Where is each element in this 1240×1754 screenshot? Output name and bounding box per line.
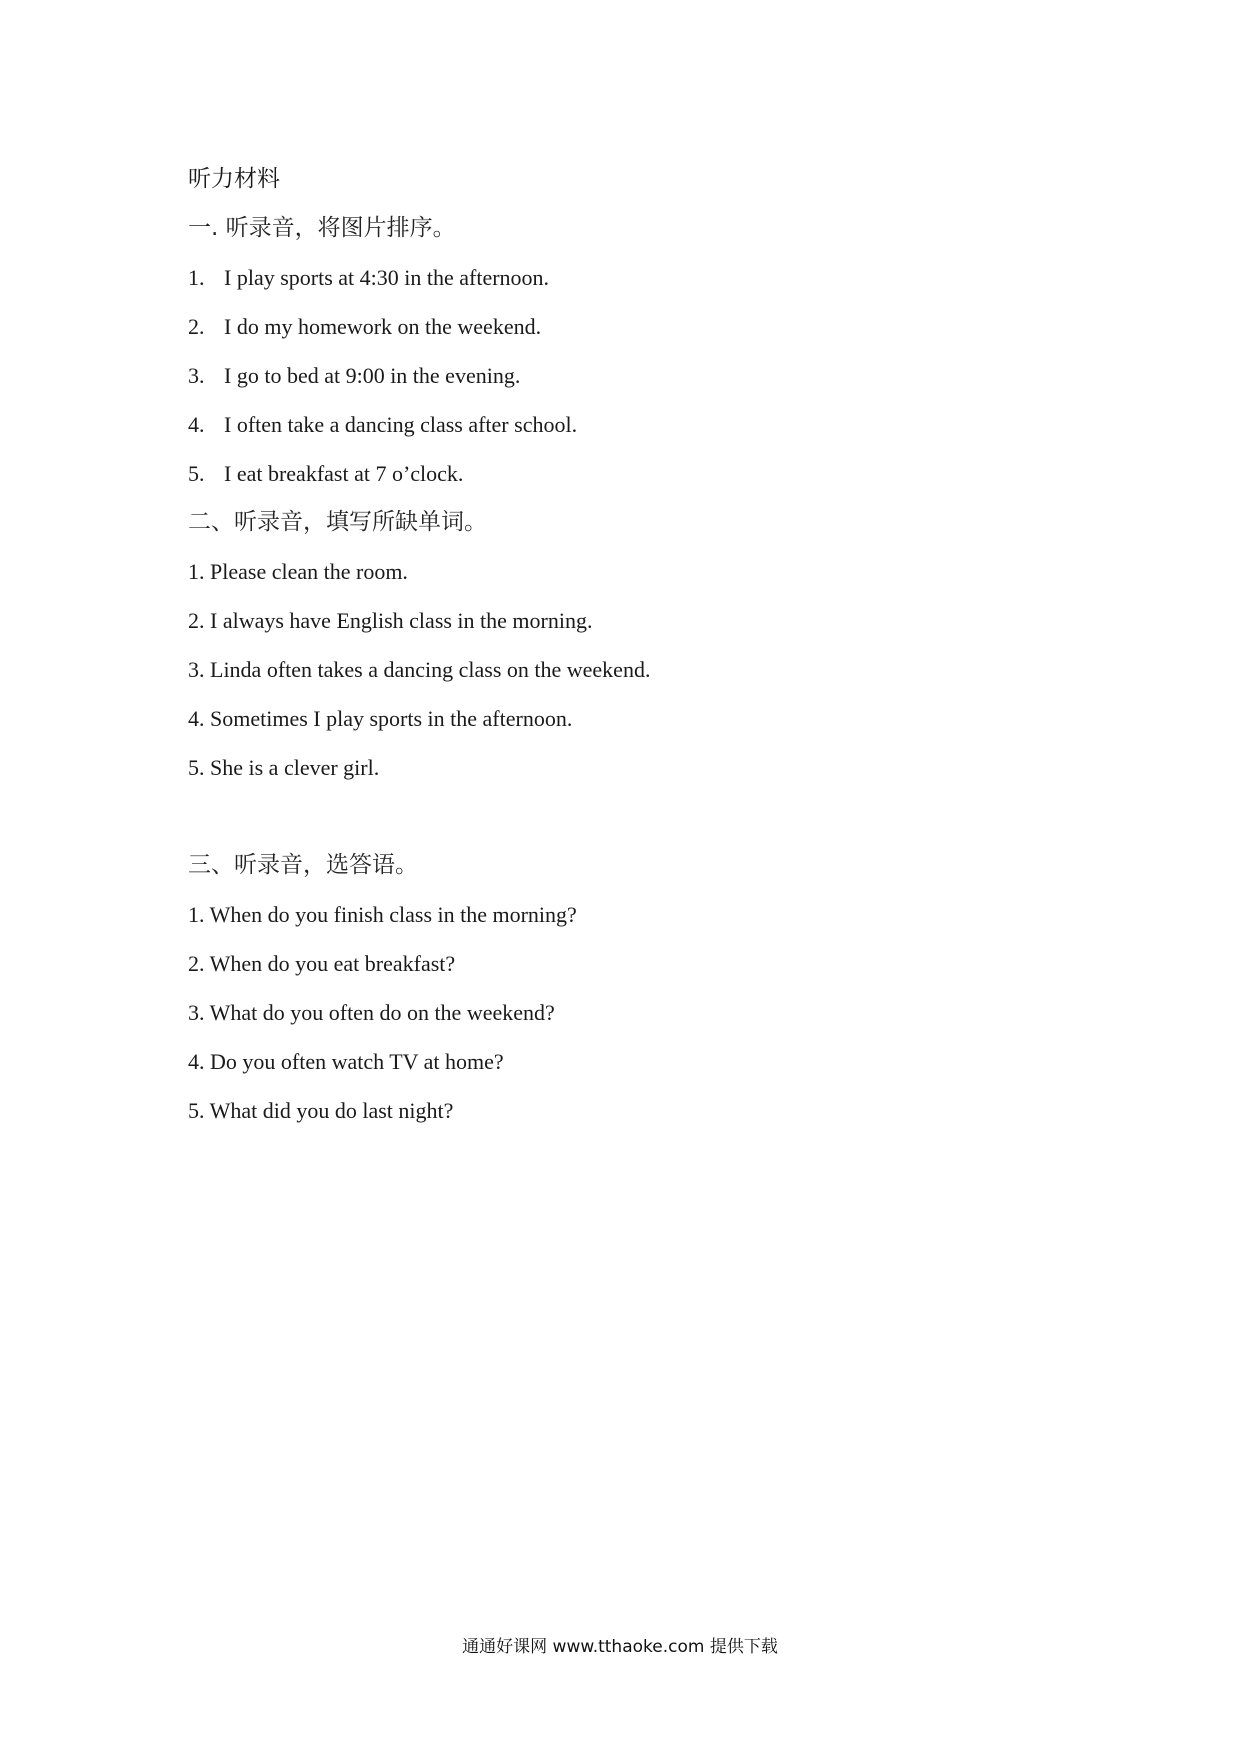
page-footer: 通通好课网 www.tthaoke.com 提供下载 [462,1637,778,1657]
section-3-item: 3. What do you often do on the weekend? [188,1000,555,1025]
section-1-item [188,253,1108,302]
section-1-item [188,400,1108,449]
section-2-item: 5. She is a clever girl. [188,755,380,780]
item-number: 5. [188,461,205,486]
document-content [188,155,1108,1135]
section-3-item: 1. When do you finish class in the morning? [188,902,577,927]
section-2-item: 4. Sometimes I play sports in the afternoon. [188,706,573,731]
section-2-item: 1. Please clean the room. [188,559,408,584]
item-number: 1. [188,265,205,290]
item-number: 2. [188,314,205,339]
section-1-item [188,449,1108,498]
section-1-heading: 一. 听录音，将图片排序。 [188,215,456,241]
section-3-heading: 三、听录音，选答语。 [188,852,418,878]
section-spacer [188,792,1108,841]
item-text: I often take a dancing class after school. [224,412,578,437]
section-3-item: 5. What did you do last night? [188,1098,454,1123]
item-text: I go to bed at 9:00 in the evening. [224,363,521,388]
section-2-heading: 二、听录音，填写所缺单词。 [188,509,487,535]
item-number: 4. [188,412,205,437]
section-1-item [188,351,1108,400]
item-number: 3. [188,363,205,388]
section-3-item: 2. When do you eat breakfast? [188,951,456,976]
section-2-item: 3. Linda often takes a dancing class on the weekend. [188,657,651,682]
item-text: I eat breakfast at 7 o’clock. [224,461,464,486]
section-1-item [188,302,1108,351]
item-text: I play sports at 4:30 in the afternoon. [224,265,550,290]
item-text: I do my homework on the weekend. [224,314,542,339]
document-title: 听力材料 [188,166,280,192]
section-2-item: 2. I always have English class in the morning. [188,608,593,633]
section-3-item: 4. Do you often watch TV at home? [188,1049,504,1074]
